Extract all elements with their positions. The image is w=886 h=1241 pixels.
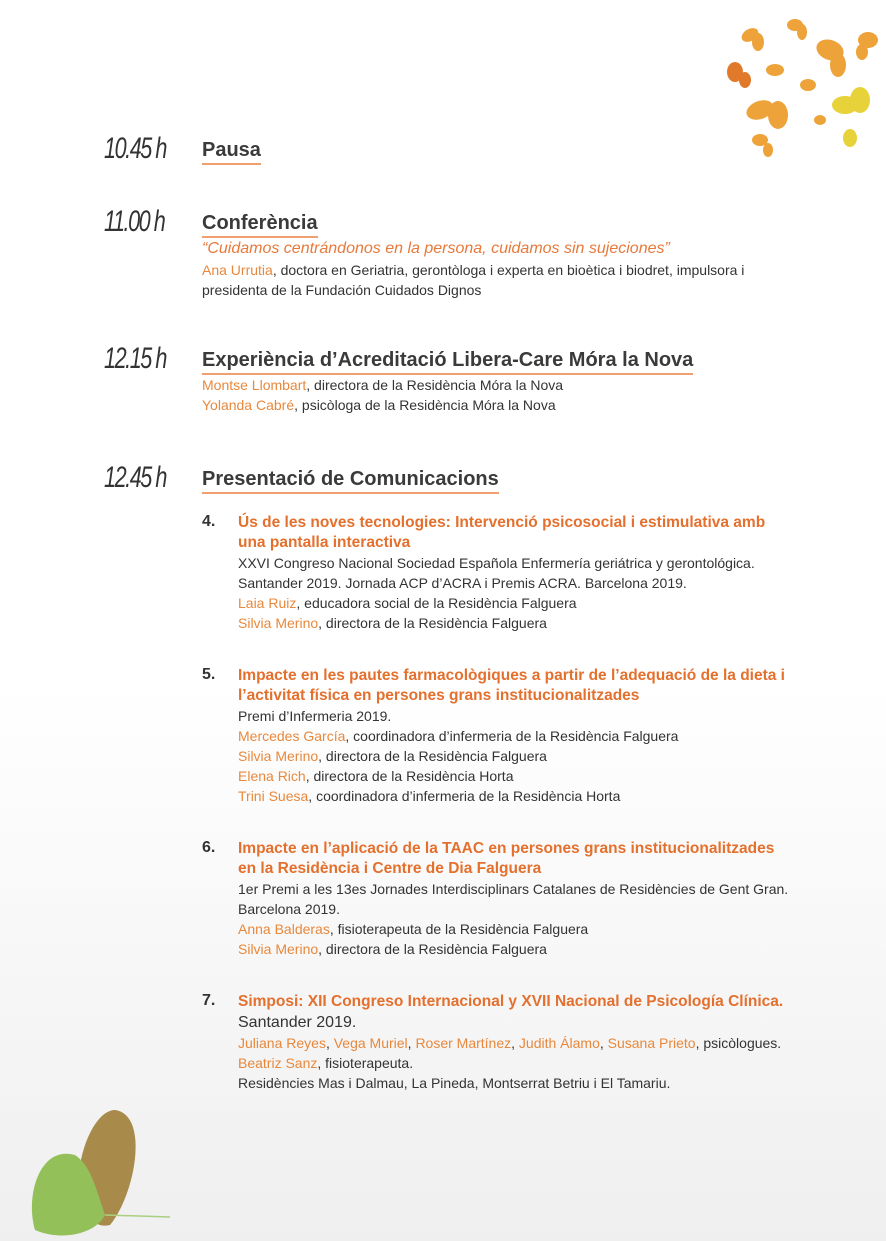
- butterfly-green-icon: [20, 1105, 170, 1241]
- session-time: 10.45 h: [104, 132, 166, 165]
- text-line: [238, 919, 796, 939]
- item-number: 6.: [202, 839, 216, 856]
- text-segment: XXVI Congreso Nacional Sociedad Española Enfermería geriátrica y gerontológica. Santander 2019. Jornada ACP d’ACRA i Premis ACRA. Barcelona 2019.: [238, 555, 755, 591]
- person-name: Laia Ruiz: [238, 595, 297, 611]
- text-segment: , psicòlogues.: [695, 1035, 782, 1051]
- session-time: 12.15 h: [104, 342, 166, 375]
- text-segment: ,: [599, 1035, 608, 1051]
- item-title: Simposi: XII Congreso Internacional y XVII Nacional de Psicología Clínica.: [238, 993, 784, 1010]
- person-name: Trini Suesa: [238, 788, 309, 804]
- text-line: [202, 395, 796, 415]
- person-name: Montse Llombart: [202, 377, 307, 393]
- person-name: Ana Urrutia: [202, 262, 273, 278]
- item-body: [238, 992, 796, 1093]
- person-name: Susana Prieto: [607, 1035, 696, 1051]
- text-line: [238, 1012, 796, 1033]
- person-name: Judith Álamo: [518, 1035, 600, 1051]
- text-segment: , fisioterapeuta.: [317, 1055, 414, 1071]
- text-segment: , educadora social de la Residència Falguera: [296, 595, 577, 611]
- text-segment: Santander 2019.: [238, 1014, 357, 1031]
- item-body: [238, 513, 796, 633]
- text-line: [238, 726, 796, 746]
- session-quote: “Cuidamos centrándonos en la persona, cuidamos sin sujeciones”: [202, 240, 670, 257]
- text-segment: , doctora en Geriatria, gerontòloga i experta en bioètica i biodret, impulsora i presidenta de la Fundación Cuidados Dignos: [202, 262, 745, 298]
- text-line: [238, 1073, 796, 1093]
- text-line: [238, 706, 796, 726]
- item-number: 5.: [202, 666, 216, 683]
- text-line: [238, 593, 796, 613]
- text-segment: , coordinadora d’infermeria de la Residència Horta: [308, 788, 621, 804]
- person-name: Anna Balderas: [238, 921, 330, 937]
- item-title: Impacte en les pautes farmacològiques a partir de l’adequació de la dieta i l’activitat física en persones grans institucionalitzades: [238, 667, 785, 704]
- text-line: [202, 260, 796, 300]
- text-line: [238, 1033, 796, 1053]
- item-body: [238, 666, 796, 806]
- text-segment: ,: [511, 1035, 519, 1051]
- person-name: Yolanda Cabré: [202, 397, 295, 413]
- text-segment: ,: [407, 1035, 416, 1051]
- text-line: [238, 553, 796, 593]
- item-number: 7.: [202, 992, 216, 1009]
- person-name: Silvia Merino: [238, 941, 319, 957]
- session-title: Conferència: [202, 211, 318, 238]
- text-segment: ,: [325, 1035, 334, 1051]
- session-block: [202, 211, 796, 300]
- text-segment: 1er Premi a les 13es Jornades Interdisciplinars Catalanes de Residències de Gent Gran. Barcelona 2019.: [238, 881, 789, 917]
- person-name: Silvia Merino: [238, 615, 319, 631]
- item-number: 4.: [202, 513, 216, 530]
- communication-item: [202, 513, 796, 633]
- communication-item: [202, 839, 796, 959]
- text-segment: , coordinadora d’infermeria de la Residència Falguera: [345, 728, 679, 744]
- person-name: Roser Martínez: [415, 1035, 512, 1051]
- text-segment: , directora de la Residència Falguera: [318, 748, 547, 764]
- text-segment: , directora de la Residència Falguera: [318, 615, 547, 631]
- session-block: [202, 467, 796, 494]
- person-name: Juliana Reyes: [238, 1035, 326, 1051]
- communication-item: [202, 666, 796, 806]
- text-line: [238, 1053, 796, 1073]
- session-time: 12.45 h: [104, 461, 166, 494]
- person-name: Beatriz Sanz: [238, 1055, 318, 1071]
- session-title: Experiència d’Acreditació Libera-Care Móra la Nova: [202, 348, 693, 375]
- item-body: [238, 839, 796, 959]
- communication-item: [202, 992, 796, 1093]
- person-name: Elena Rich: [238, 768, 306, 784]
- person-name: Silvia Merino: [238, 748, 319, 764]
- session-title: Presentació de Comunicacions: [202, 467, 499, 494]
- person-name: Vega Muriel: [333, 1035, 408, 1051]
- text-line: [238, 746, 796, 766]
- text-line: [202, 375, 796, 395]
- text-line: [238, 613, 796, 633]
- text-line: [238, 879, 796, 919]
- session-block: [202, 348, 796, 415]
- text-line: [238, 766, 796, 786]
- text-segment: , directora de la Residència Horta: [305, 768, 514, 784]
- text-segment: , fisioterapeuta de la Residència Falguera: [329, 921, 589, 937]
- text-segment: , psicòloga de la Residència Móra la Nova: [294, 397, 556, 413]
- session-block: [202, 138, 796, 165]
- text-segment: , directora de la Residència Móra la Nova: [306, 377, 564, 393]
- item-title: Ús de les noves tecnologies: Intervenció psicosocial i estimulativa amb una pantalla interactiva: [238, 514, 766, 551]
- item-title: Impacte en l’aplicació de la TAAC en persones grans institucionalitzades en la Residència i Centre de Dia Falguera: [238, 840, 775, 877]
- text-segment: Residències Mas i Dalmau, La Pineda, Montserrat Betriu i El Tamariu.: [238, 1075, 671, 1091]
- text-segment: Premi d’Infermeria 2019.: [238, 708, 392, 724]
- person-name: Mercedes García: [238, 728, 346, 744]
- text-line: [238, 939, 796, 959]
- text-line: [238, 786, 796, 806]
- text-segment: , directora de la Residència Falguera: [318, 941, 547, 957]
- session-time: 11.00 h: [104, 205, 165, 238]
- session-title: Pausa: [202, 138, 261, 165]
